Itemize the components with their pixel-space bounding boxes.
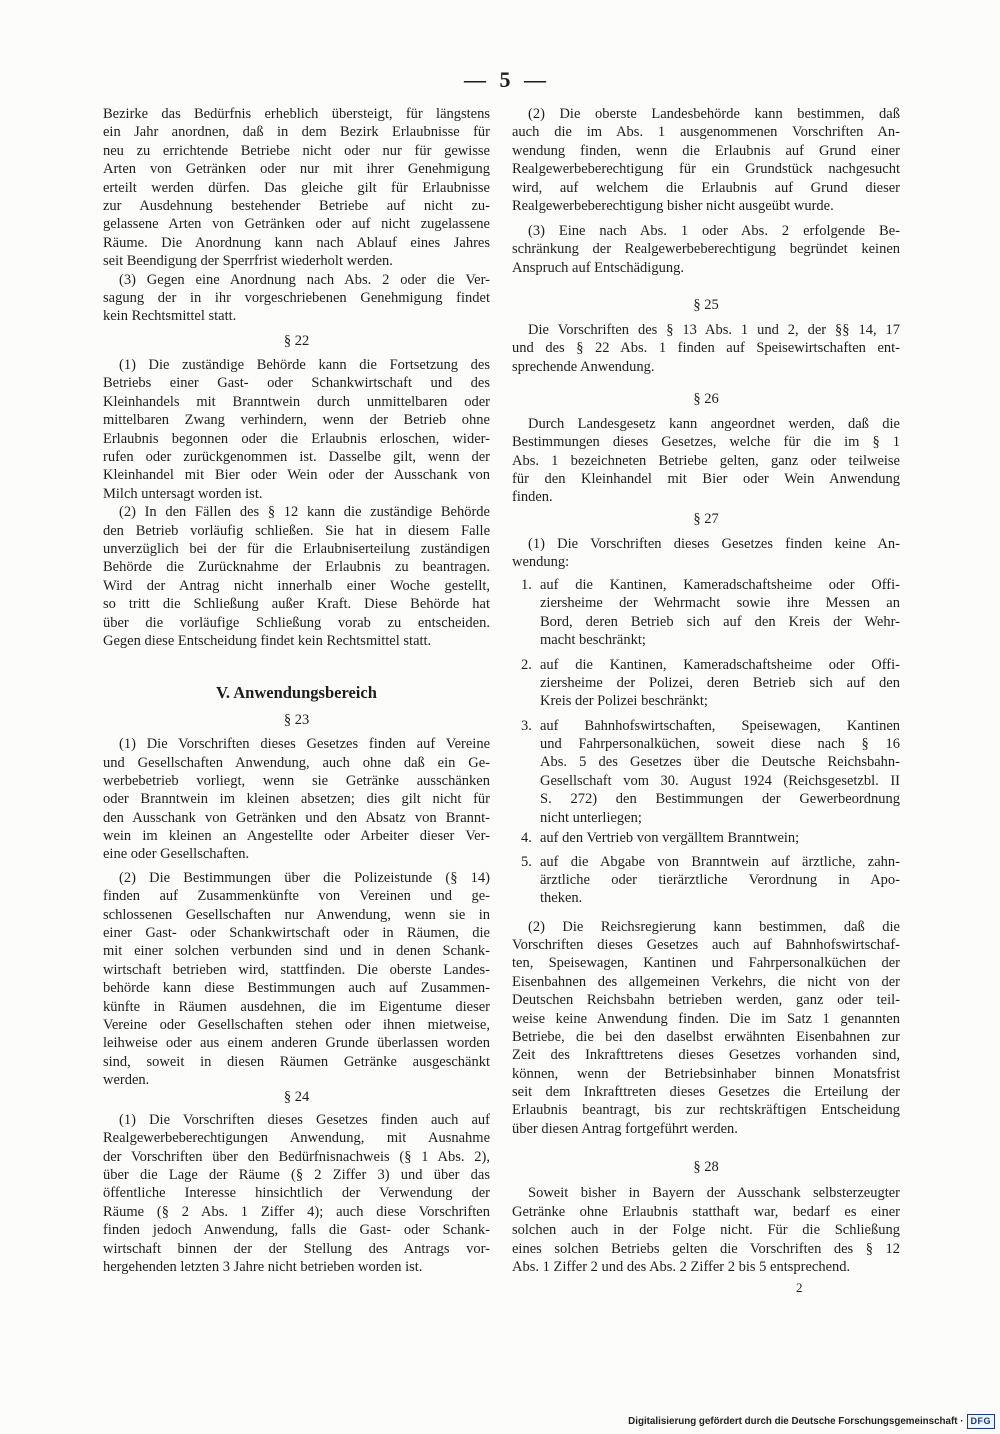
text-line: wirtschaft binnen der der Stellung des Antrags vor-	[103, 1240, 490, 1257]
section-heading: § 26	[693, 390, 719, 407]
list-item-number: 2.	[521, 656, 532, 673]
signature-mark: 2	[796, 1280, 803, 1295]
text-line: Bestimmungen dieses Gesetzes, welche für die im § 1	[512, 434, 900, 451]
text-line: auf den Vertrieb von vergälltem Branntwein;	[540, 829, 800, 846]
text-line: wein im kleinen an Angestellte oder Arbeiter dieser Ver-	[103, 828, 490, 845]
text-line: theken.	[540, 890, 583, 907]
text-line: seit Beendigung der Sperrfrist wiederholt werden.	[103, 253, 393, 270]
paragraph	[103, 869, 490, 1090]
text-line: weise keine Anwendung finden. Die im Satz 1 genannten	[512, 1010, 900, 1027]
text-line: (2) In den Fällen des § 12 kann die zuständige Behörde	[119, 504, 490, 521]
text-line: und des § 22 Abs. 1 finden auf Speisewirtschaften ent-	[512, 340, 900, 357]
text-line: Abs. 1 bezeichneten Betriebe gelten, ganz oder teilweise	[512, 452, 900, 469]
part-heading: V. Anwendungsbereich	[216, 683, 377, 703]
text-line: (1) Die Vorschriften dieses Gesetzes finden auch auf	[119, 1111, 490, 1128]
text-line: Erlaubnis beantragt, bis zur rechtskräftigen Entscheidung	[512, 1102, 900, 1119]
text-line: Abs. 1 Ziffer 2 und des Abs. 2 Ziffer 2 bis 5 entsprechend.	[512, 1258, 851, 1275]
text-line: so tritt die Schließung außer Kraft. Diese Behörde hat	[103, 596, 490, 613]
text-line: Arten von Getränken oder nur mit ihrer Genehmigung	[103, 161, 490, 178]
text-line: (1) Die zuständige Behörde kann die Fortsetzung des	[119, 357, 490, 374]
text-line: Kreis der Polizei beschränkt;	[540, 693, 708, 710]
text-line: mit einer solchen verbunden sind und in denen Schank-	[103, 943, 490, 960]
text-line: unverzüglich bei der für die Erlaubniserteilung zuständigen	[103, 540, 490, 557]
paragraph	[512, 1184, 900, 1276]
text-line: finden jedoch Anwendung, falls die Gast- oder Schank-	[103, 1222, 490, 1239]
text-line: sagung der in ihr vorgeschriebenen Genehmigung findet	[103, 289, 490, 306]
text-line: Räume (§ 2 Abs. 1 Ziffer 4); auch diese Vorschriften	[103, 1203, 490, 1220]
text-line: ein Jahr anordnen, daß in dem Bezirk Erlaubnisse für	[103, 124, 490, 141]
paragraph	[103, 735, 490, 864]
text-line: finden.	[512, 489, 553, 506]
list-item	[512, 717, 900, 827]
text-line: Kleinhandel mit Bier oder Wein oder der Ausschank von	[103, 467, 490, 484]
text-line: wendung:	[512, 554, 570, 571]
text-line: Bord, deren Betrieb sich auf den Kreis der Wehr-	[540, 613, 900, 630]
text-line: Vorschriften dieses Gesetzes auch auf Bahnhofswirtschaf-	[512, 936, 900, 953]
footer-credit: Digitalisierung gefördert durch die Deutsche Forschungsgemeinschaft ·	[628, 1416, 964, 1427]
text-line: öffentliche Interesse hinsichtlich der Verwendung der	[103, 1185, 490, 1202]
text-line: einer Gast- oder Schankwirtschaft oder in Räumen, die	[103, 925, 490, 942]
list-item-number: 3.	[521, 717, 532, 734]
text-line: macht beschränkt;	[540, 631, 646, 648]
text-line: können, wenn der Betriebsinhaber binnen Monatsfrist	[512, 1065, 900, 1082]
paragraph	[512, 105, 900, 215]
text-line: auf Bahnhofswirtschaften, Speisewagen, Kantinen	[540, 717, 900, 734]
text-line: Kleinhandels mit Branntwein durch unmittelbaren oder	[103, 393, 490, 410]
text-line: wirtschaft betrieben wird, stattfinden. Die oberste Landes-	[103, 961, 490, 978]
text-line: wendung finden, wenn die Erlaubnis auf Grund einer	[512, 142, 900, 159]
paragraph	[103, 1111, 490, 1277]
text-line: schlossenen Gesellschaften nur Anwendung, wenn sie in	[103, 906, 490, 923]
dfg-logo: DFG	[967, 1414, 996, 1429]
text-line: (1) Die Vorschriften dieses Gesetzes finden keine An-	[528, 535, 900, 552]
text-line: künfte in Räumen ausdehnen, die im Eigentume dieser	[103, 998, 490, 1015]
text-line: nicht unterliegen;	[540, 809, 642, 826]
text-line: werden.	[103, 1072, 150, 1089]
text-line: Betriebe, die bei den daselbst erwähnten Eisenbahnen zur	[512, 1028, 900, 1045]
text-line: Abs. 5 des Gesetzes über die Deutsche Reichsbahn-	[540, 754, 900, 771]
paragraph	[103, 271, 490, 326]
text-line: Anspruch auf Entschädigung.	[512, 259, 684, 276]
text-line: leihweise oder aus einem anderen Grunde überlassen worden	[103, 1035, 490, 1052]
text-line: werbebetrieb vorliegt, wenn sie Getränke ausschänken	[103, 772, 490, 789]
text-line: Bezirke das Bedürfnis erheblich übersteigt, für längstens	[103, 106, 490, 122]
text-line: gelassene Arten von Getränken oder auf nicht zugelassene	[103, 216, 490, 233]
list-item-number: 1.	[521, 576, 532, 593]
text-line: (2) Die Reichsregierung kann bestimmen, daß die	[528, 918, 900, 935]
text-line: Behörde die Zurücknahme der Erlaubnis zu beantragen.	[103, 559, 490, 576]
text-line: auch die im Abs. 1 ausgenommenen Vorschriften An-	[512, 124, 900, 141]
paragraph	[103, 356, 490, 503]
text-line: (2) Die oberste Landesbehörde kann bestimmen, daß	[528, 106, 900, 122]
text-line: und Fahrpersonalküchen, soweit diese nach § 16	[540, 736, 900, 753]
text-line: ziersheime der Wehrmacht sowie ihre Messen an	[540, 595, 900, 612]
text-line: Getränke ohne Erlaubnis statthaft war, bedarf es einer	[512, 1203, 900, 1220]
text-line: S. 272) den Bestimmungen der Gewerbeordnung	[540, 791, 900, 808]
section-heading: § 28	[693, 1159, 719, 1176]
text-line: Realgewerbeberechtigung für ein Grundstück nachgesucht	[512, 161, 900, 178]
text-line: (3) Eine nach Abs. 1 oder Abs. 2 erfolgende Be-	[528, 222, 900, 239]
text-line: ziersheime der Polizei, deren Betrieb sich auf den	[540, 675, 900, 692]
section-heading: § 23	[283, 711, 310, 728]
text-line: Betriebs einer Gast- oder Schankwirtschaft und des	[103, 375, 490, 392]
text-line: der Vorschriften über den Bedürfnisnachweis (§ 1 Abs. 2),	[103, 1148, 490, 1165]
list-item	[512, 576, 900, 650]
text-line: (2) Die Bestimmungen über die Polizeistunde (§ 14)	[119, 869, 490, 886]
text-line: zur Ausdehnung bestehender Betriebe auf nicht zu-	[103, 197, 490, 214]
list-item-number: 5.	[521, 853, 532, 870]
text-line: (1) Die Vorschriften dieses Gesetzes finden auf Vereine	[119, 736, 490, 753]
list-item	[512, 829, 900, 847]
text-line: Gegen diese Entscheidung findet kein Rechtsmittel statt.	[103, 632, 432, 649]
text-line: hergehenden letzten 3 Jahre nicht betrieben worden ist.	[103, 1259, 423, 1276]
paragraph	[512, 415, 900, 507]
text-line: erteilt werden dürfen. Das gleiche gilt für Erlaubnisse	[103, 179, 490, 196]
text-line: eine oder Gesellschaften.	[103, 846, 250, 863]
text-line: Soweit bisher in Bayern der Ausschank selbsterzeugter	[528, 1185, 900, 1202]
text-line: ten, Speisewagen, Kantinen und Fahrpersonalküchen der	[512, 955, 900, 972]
paragraph	[103, 105, 490, 271]
text-line: über die Lage der Räume (§ 2 Ziffer 3) und über das	[103, 1167, 490, 1184]
text-line: eines solchen Betriebs gelten die Vorschriften des § 12	[512, 1240, 900, 1257]
section-heading: § 27	[693, 510, 719, 527]
text-line: über die vorläufige Schließung vorab zu entscheiden.	[103, 614, 490, 631]
text-line: auf die Kantinen, Kameradschaftsheime oder Offi-	[540, 656, 900, 673]
text-line: mittelbaren Zwang verhindern, wenn der Betrieb ohne	[103, 412, 490, 429]
text-line: auf die Abgabe von Branntwein auf ärztliche, zahn-	[540, 853, 900, 870]
text-line: über diesen Antrag fortgeführt werden.	[512, 1120, 738, 1137]
text-line: ärztliche oder tierärztliche Verordnung in Apo-	[540, 871, 900, 888]
text-line: den Betrieb vorläufig schließen. Sie hat in diesem Falle	[103, 522, 490, 539]
text-line: seit dem Inkrafttreten dieses Gesetzes die Erteilung der	[512, 1084, 900, 1101]
text-line: sprechende Anwendung.	[512, 358, 655, 375]
text-line: Räume. Die Anordnung kann nach Ablauf eines Jahres	[103, 234, 490, 251]
text-line: solchen auch in der Folge nicht. Für die Schließung	[512, 1222, 900, 1239]
paragraph	[512, 321, 900, 376]
text-line: rufen oder zurückgenommen ist. Dasselbe gilt, wenn der	[103, 449, 490, 466]
text-line: Eisenbahnen des allgemeinen Verkehrs, die nicht von der	[512, 973, 900, 990]
text-line: neu zu errichtende Betriebe nicht oder nur für gewisse	[103, 142, 490, 159]
text-line: Vereine oder Gesellschaften stehen oder ihnen mietweise,	[103, 1016, 490, 1033]
text-line: für den Kleinhandel mit Bier oder Wein Anwendung	[512, 471, 900, 488]
text-line: Wird der Antrag nicht innerhalb einer Woche gestellt,	[103, 577, 490, 594]
text-line: schränkung der Realgewerbeberechtigung begründet keinen	[512, 241, 900, 258]
paragraph	[512, 535, 900, 572]
text-line: sind, soweit in diesen Räumen Getränke ausgeschänkt	[103, 1053, 490, 1070]
text-line: Durch Landesgesetz kann angeordnet werden, daß die	[528, 415, 900, 432]
text-line: Realgewerbeberechtigungen Anwendung, mit Ausnahme	[103, 1130, 490, 1147]
text-line: wird, auf welchem die Erlaubnis auf Grund dieser	[512, 179, 900, 196]
text-line: Erlaubnis begonnen oder die Erlaubnis erloschen, wider-	[103, 430, 490, 447]
text-line: Realgewerbeberechtigung bisher nicht ausgeübt wurde.	[512, 197, 834, 214]
text-line: Deutschen Reichsbahn betrieben werden, ganz oder teil-	[512, 992, 900, 1009]
text-line: Gesellschaft vom 30. August 1924 (Reichsgesetzbl. II	[540, 772, 900, 789]
text-line: Milch untersagt worden ist.	[103, 485, 263, 502]
paragraph	[103, 503, 490, 650]
page-number: — 5 —	[464, 67, 546, 92]
footer	[628, 1414, 995, 1429]
text-line: Zeit des Inkrafttretens dieses Gesetzes vorhanden sind,	[512, 1047, 900, 1064]
list-item	[512, 656, 900, 711]
right-column	[512, 105, 900, 1276]
section-heading: § 25	[693, 296, 719, 313]
left-column	[103, 105, 490, 1276]
list-item-number: 4.	[521, 829, 532, 846]
paragraph	[512, 222, 900, 277]
text-line: (3) Gegen eine Anordnung nach Abs. 2 oder die Ver-	[119, 271, 490, 288]
text-line: und Gesellschaften Anwendung, auch ohne daß ein Ge-	[103, 754, 490, 771]
text-line: auf die Kantinen, Kameradschaftsheime oder Offi-	[540, 576, 900, 593]
section-heading: § 24	[283, 1088, 310, 1105]
text-line: den Ausschank von Getränken und den Absatz von Brannt-	[103, 809, 490, 826]
text-line: oder Branntwein im kleinen absetzen; dies gilt nicht für	[103, 791, 490, 808]
section-heading: § 22	[283, 332, 310, 349]
list-item	[512, 853, 900, 908]
paragraph	[512, 918, 900, 1139]
text-line: kein Rechtsmittel statt.	[103, 308, 237, 325]
text-line: Die Vorschriften des § 13 Abs. 1 und 2, der §§ 14, 17	[528, 321, 900, 338]
text-line: finden auf Zusammenkünfte von Vereinen und ge-	[103, 888, 490, 905]
text-line: behörde kann diese Bestimmungen auch auf Zusammen-	[103, 980, 490, 997]
